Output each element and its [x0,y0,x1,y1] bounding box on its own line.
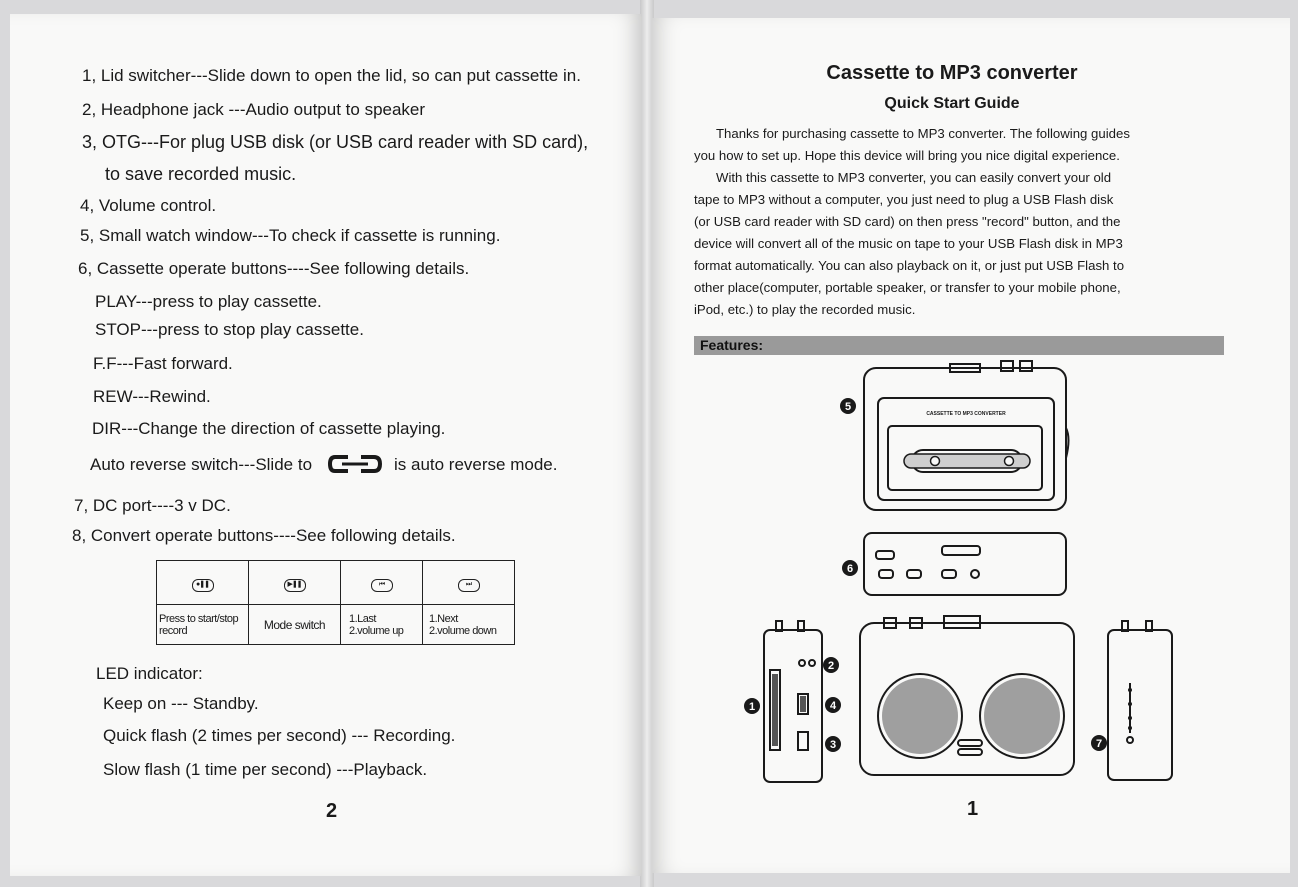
play-description: PLAY---press to play cassette. [95,292,322,311]
last-button-cell [341,561,423,605]
play-button-shape [942,546,980,555]
device-diagram [652,18,1290,873]
feature-line-5: 5, Small watch window---To check if cassette is running. [80,226,501,245]
next-label-2: 2.volume down [429,624,497,637]
callout-4: 4 [829,700,837,712]
intro-line-2: you how to set up. Hope this device will bring you nice digital experience. [694,148,1120,163]
callout-2: 2 [827,660,835,672]
ff-button-shape [907,570,921,578]
next-button-cell [423,561,515,605]
auto-reverse-line: Auto reverse switch---Slide to [90,455,313,474]
mode-label-cell [249,605,341,645]
intro-line-6: device will convert all of the music on tape to your USB Flash disk in MP3 [694,236,1123,251]
feature-line-6: 6, Cassette operate buttons----See following details. [78,259,470,278]
last-label-cell [341,605,423,645]
stop-description: STOP---press to stop play cassette. [95,320,364,339]
intro-line-4: tape to MP3 without a computer, you just need to plug a USB Flash disk [694,192,1114,207]
rew-button-shape [879,570,893,578]
feature-line-4: 4, Volume control. [80,196,217,215]
led-item-playback: Slow flash (1 time per second) ---Playback. [103,760,428,779]
record-button-cell [157,561,249,605]
page-number-left: 2 [326,800,338,822]
rew-description: REW---Rewind. [93,387,211,406]
convert-buttons-table [156,560,515,645]
page-title: Cassette to MP3 converter [826,62,1078,84]
feature-line-3-cont: to save recorded music. [105,164,297,184]
previous-track-icon: ⏮ [371,579,393,592]
top-button-left [1001,361,1013,371]
right-page [652,18,1290,873]
feature-line-1: 1, Lid switcher---Slide down to open the lid, so can put cassette in. [82,66,581,85]
mode-label: Mode switch [263,617,326,632]
front-slot-1 [958,740,982,746]
play-pause-icon: ▶❚❚ [284,579,306,592]
mode-button-cell [249,561,341,605]
device-top-body [864,368,1066,510]
auto-reverse-icon [328,454,382,474]
feature-line-7: 7, DC port----3 v DC. [74,496,231,515]
intro-line-9: iPod, etc.) to play the recorded music. [694,302,916,317]
feature-line-3: 3, OTG---For plug USB disk (or USB card reader with SD card), [82,132,589,152]
dc-port-shape [1127,737,1133,743]
window-label: CASSETTE TO MP3 CONVERTER [926,411,1006,417]
callout-6: 6 [846,563,854,575]
callout-1: 1 [748,701,756,713]
record-icon: ●❚❚ [192,579,214,592]
page-number-right: 1 [967,798,979,820]
intro-line-7: format automatically. You can also playback on it, or just put USB Flash to [694,258,1125,273]
otg-port-shape [798,732,808,750]
led-shape [809,660,815,666]
next-label-1: 1.Next [429,612,458,625]
led-heading: LED indicator: [96,664,203,683]
next-track-icon: ⏭ [458,579,480,592]
intro-line-3: With this cassette to MP3 converter, you can easily convert your old [716,170,1112,185]
feature-line-2: 2, Headphone jack ---Audio output to speaker [82,100,426,119]
last-label-1: 1.Last [349,612,376,625]
page-subtitle: Quick Start Guide [884,95,1020,112]
auto-reverse-line-end: is auto reverse mode. [394,455,558,474]
ff-description: F.F---Fast forward. [93,354,233,373]
features-header-bar: Features: [694,336,1224,355]
callout-3: 3 [829,739,837,751]
last-label-2: 2.volume up [349,624,404,637]
record-label-cell [157,605,249,645]
dir-button-shape [942,570,956,578]
intro-line-8: other place(computer, portable speaker, or transfer to your mobile phone, [694,280,1121,295]
device-right-side [1108,630,1172,780]
auto-reverse-switch-shape [876,551,894,559]
front-slot-2 [958,749,982,755]
callout-7: 7 [1095,738,1103,750]
top-button-right [1020,361,1032,371]
stop-button-shape [971,570,979,578]
headphone-jack-shape [799,660,805,666]
left-page [10,14,642,876]
intro-line-1: Thanks for purchasing cassette to MP3 converter. The following guides [716,126,1130,141]
callout-5: 5 [844,401,852,413]
next-label-cell [423,605,515,645]
buttons-strip [864,533,1066,595]
record-label: Press to start/stop record [159,612,239,637]
led-item-recording: Quick flash (2 times per second) --- Recording. [103,726,456,745]
dir-description: DIR---Change the direction of cassette playing. [92,419,446,438]
intro-line-5: (or USB card reader with SD card) on then press "record" button, and the [694,214,1121,229]
led-item-standby: Keep on --- Standby. [103,694,259,713]
feature-line-8: 8, Convert operate buttons----See following details. [72,526,456,545]
